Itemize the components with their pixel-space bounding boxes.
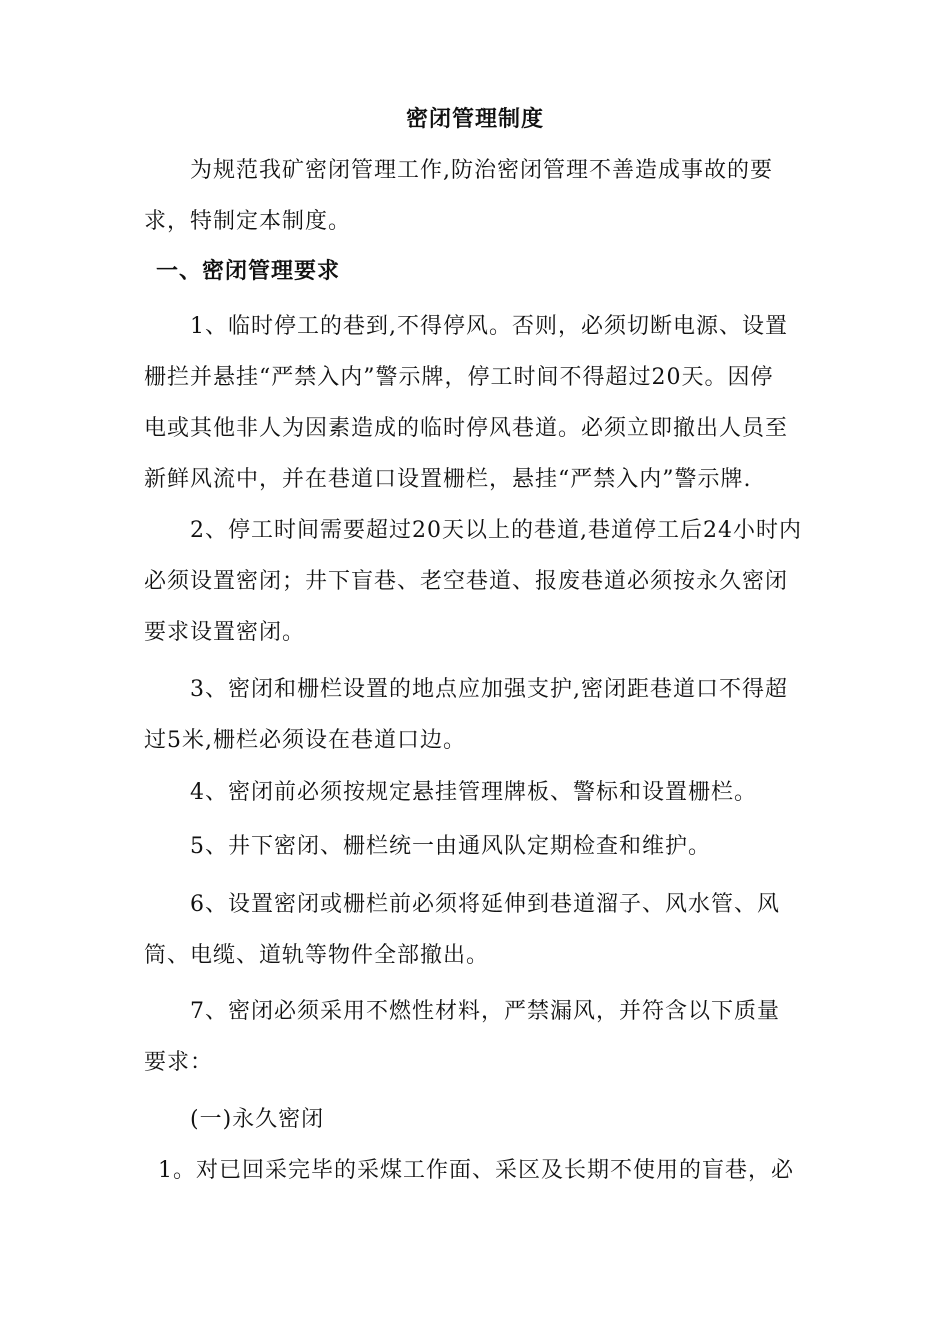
item-3-paragraph [144,664,820,766]
subsection-heading [144,1094,820,1145]
paragraph-line: 过5米,栅栏必须设在巷道口边。 [144,728,466,753]
subsection-heading-text: (一)永久密闭 [190,1107,325,1132]
item-7-paragraph [144,986,820,1088]
paragraph-line: 1。对已回采完毕的采煤工作面、采区及长期不使用的盲巷，必 [158,1158,794,1183]
paragraph-line: 6、设置密闭或栅栏前必须将延伸到巷道溜子、风水管、风 [190,892,780,917]
paragraph-line: 要求设置密闭。 [144,620,306,645]
paragraph-line: 为规范我矿密闭管理工作,防治密闭管理不善造成事故的要 [190,158,773,183]
paragraph-line: 求，特制定本制度。 [144,209,352,234]
section-heading-text: 一、密闭管理要求 [156,258,341,284]
intro-paragraph [144,145,820,247]
paragraph-line: 栅拦并悬挂“严禁入内”警示牌，停工时间不得超过20天。因停 [144,365,774,390]
paragraph-line: 2、停工时间需要超过20天以上的巷道,巷道停工后24小时内 [190,518,802,543]
paragraph-line: 3、密闭和栅栏设置的地点应加强支护,密闭距巷道口不得超 [190,677,788,702]
paragraph-line: 电或其他非人为因素造成的临时停风巷道。必须立即撤出人员至 [144,416,789,441]
paragraph-line: 1、临时停工的巷到,不得停风。否则，必须切断电源、设置 [190,314,788,339]
paragraph-line: 要求： [144,1050,214,1075]
sub-item-1-paragraph [144,1145,820,1196]
item-5-paragraph [144,821,820,872]
document-title: 密闭管理制度 [405,106,544,132]
item-4-paragraph [144,767,820,818]
paragraph-line: 筒、电缆、道轨等物件全部撤出。 [144,943,490,968]
paragraph-line: 新鲜风流中，并在巷道口设置栅栏，悬挂“严禁入内”警示牌. [144,467,752,492]
section-heading [144,246,820,297]
item-6-paragraph [144,879,820,981]
paragraph-line: 5、井下密闭、栅栏统一由通风队定期检查和维护。 [190,834,711,859]
item-2-paragraph [144,505,820,658]
paragraph-line: 必须设置密闭；井下盲巷、老空巷道、报废巷道必须按永久密闭 [144,569,789,594]
paragraph-line: 7、密闭必须采用不燃性材料，严禁漏风，并符含以下质量 [190,999,780,1024]
paragraph-line: 4、密闭前必须按规定悬挂管理牌板、警标和设置栅栏。 [190,780,757,805]
item-1-paragraph [144,301,820,505]
